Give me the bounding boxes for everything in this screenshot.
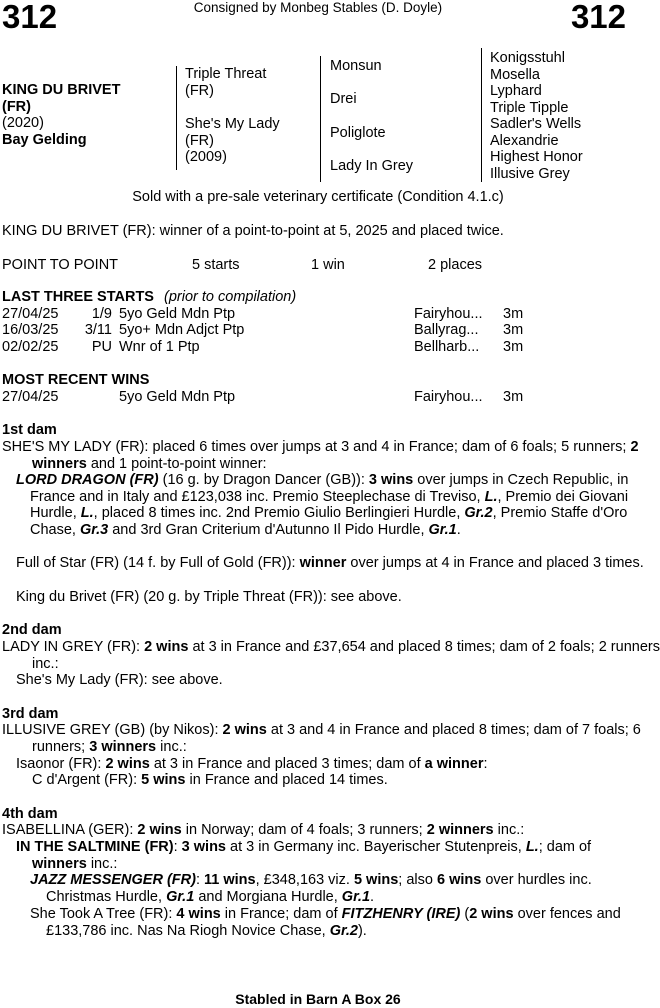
text-fragment: : [195, 872, 200, 888]
text-fragment: LADY IN GREY (FR): [2, 639, 141, 655]
start-row-dist: 3m [503, 306, 524, 322]
second-dam-heading: 2nd dam [2, 622, 62, 638]
text-fragment: , Premio dei Giovani Hurdle, [30, 488, 629, 521]
horse-description: Bay Gelding [2, 131, 87, 148]
gsire-2: Drei [330, 91, 357, 107]
ggsire-list [490, 50, 583, 182]
start-row-dist: 3m [503, 339, 524, 355]
win-row-date: 27/04/25 [2, 389, 59, 405]
dam-country: (FR) [185, 132, 214, 149]
fourth-dam-offspring-1 [16, 839, 644, 872]
text-fragment: , Premio Staffe d'Oro Chase, [30, 505, 628, 538]
text-fragment: She Took A Tree (FR): [30, 906, 173, 922]
text-fragment: FITZHENRY (IRE) [341, 906, 461, 922]
fourth-dam-grand-offspring-2 [30, 906, 644, 939]
text-fragment: ). [357, 922, 367, 939]
text-fragment: ; dam of [538, 839, 592, 855]
fourth-dam-heading: 4th dam [2, 806, 58, 822]
lot-number-right: 312 [570, 0, 626, 35]
start-row-pos: 3/11 [84, 322, 112, 338]
offspring-name: IN THE SALTMINE (FR) [16, 839, 174, 855]
sire-name: Triple Threat [185, 66, 267, 82]
ggsire-6: Alexandrie [490, 132, 559, 149]
last-three-subtitle: (prior to compilation) [164, 289, 297, 305]
win-row-race: 5yo Geld Mdn Ptp [119, 389, 236, 405]
second-dam-text [2, 639, 660, 672]
offspring-name: LORD DRAGON (FR) [16, 472, 159, 488]
start-row-course: Ballyrag... [414, 322, 479, 338]
horse-name: KING DU BRIVET [2, 82, 121, 98]
text-fragment: . [456, 521, 461, 538]
offspring-name: JAZZ MESSENGER (FR) [30, 872, 196, 888]
text-fragment: and Morgiana Hurdle, [198, 888, 338, 905]
sire-block [185, 66, 266, 99]
third-dam-heading: 3rd dam [2, 706, 59, 722]
gsire-4: Lady In Grey [330, 158, 414, 174]
start-row-date: 16/03/25 [2, 322, 59, 338]
text-fragment: Gr.1 [428, 521, 457, 538]
start-row-pos: PU [91, 339, 112, 355]
last-three-title: LAST THREE STARTS [2, 289, 154, 305]
text-fragment: a winner [424, 756, 484, 772]
text-fragment: Gr.2 [464, 505, 493, 521]
text-fragment: inc.: [90, 855, 118, 872]
win-row-dist: 3m [503, 389, 524, 405]
start-row-dist: 3m [503, 322, 524, 338]
ggsire-2: Mosella [490, 66, 540, 83]
text-fragment: inc.: [160, 738, 187, 755]
text-fragment: 5 wins [141, 772, 186, 788]
text-fragment: 2 winners [32, 439, 639, 472]
text-fragment: SHE'S MY LADY (FR): placed 6 times over jumps at 3 and 4 in France; dam of 6 foals; 5 runners; [2, 439, 627, 455]
pedigree-divider-2 [320, 56, 321, 182]
text-fragment: in Norway; dam of 4 foals; 3 runners; [185, 822, 423, 838]
text-fragment: Gr.1 [341, 888, 371, 905]
dam-year: (2009) [185, 149, 227, 165]
text-fragment: over fences and £133,786 inc. Nas Na Riogh Novice Chase, [46, 906, 621, 939]
text-fragment: over jumps at 4 in France and placed 3 times. [350, 555, 644, 571]
ggsire-5: Sadler's Wells [490, 116, 582, 132]
text-fragment: 4 wins [176, 906, 221, 922]
ggsire-3: Lyphard [490, 83, 542, 99]
text-fragment: 2 wins [469, 906, 514, 922]
sire-country: (FR) [185, 82, 214, 99]
text-fragment: : [173, 839, 178, 855]
consignor-line: Consigned by Monbeg Stables (D. Doyle) [193, 0, 443, 15]
text-fragment: L. [525, 839, 539, 855]
text-fragment: Full of Star (FR) (14 f. by Full of Gold (FR)): [16, 555, 296, 571]
ggsire-1: Konigsstuhl [490, 50, 565, 66]
start-row-race: 5yo+ Mdn Adjct Ptp [119, 322, 245, 338]
text-fragment: and 1 point-to-point winner: [90, 455, 267, 472]
horse-year: (2020) [2, 115, 44, 131]
text-fragment: over jumps in Czech Republic, in France and in Italy and £123,038 inc. Premio Steeplechase di Treviso, [30, 472, 629, 505]
text-fragment: and 3rd Gran Criterium d'Autunno Il Pido Hurdle, [112, 521, 425, 538]
horse-summary: KING DU BRIVET (FR): winner of a point-to-point at 5, 2025 and placed twice. [2, 223, 504, 239]
vet-certificate-note: Sold with a pre-sale veterinary certificate (Condition 4.1.c) [132, 189, 504, 205]
text-fragment: Isaonor (FR): [16, 756, 102, 772]
text-fragment: 2 wins [105, 756, 150, 772]
start-row-course: Fairyhou... [414, 306, 483, 322]
ptp-wins: 1 win [311, 257, 345, 273]
text-fragment: 2 winners [426, 822, 494, 838]
text-fragment: 2 wins [144, 639, 189, 655]
text-fragment: , placed 8 times inc. 2nd Premio Giulio Berlingieri Hurdle, [93, 505, 461, 521]
first-dam-offspring-2 [14, 555, 644, 572]
first-dam-heading: 1st dam [2, 422, 57, 438]
third-dam-offspring-1 [16, 756, 488, 773]
fourth-dam-text [2, 822, 524, 839]
ggsire-7: Highest Honor [490, 149, 583, 165]
text-fragment: at 3 in Germany inc. Bayerischer Stutenpreis, [230, 839, 522, 855]
ggsire-8: Illusive Grey [490, 165, 570, 182]
recent-wins-heading: MOST RECENT WINS [2, 372, 150, 388]
start-row-pos: 1/9 [91, 306, 112, 322]
gsire-1: Monsun [330, 58, 382, 74]
horse-country: (FR) [2, 98, 31, 115]
text-fragment: L. [484, 488, 498, 505]
text-fragment: at 3 and 4 in France and placed 8 times; dam of 7 foals; 6 runners; [32, 722, 641, 755]
text-fragment: over hurdles inc. Christmas Hurdle, [46, 872, 592, 905]
text-fragment: in France; dam of [224, 906, 338, 922]
text-fragment: , £348,163 viz. [255, 872, 350, 888]
pedigree-divider-1 [176, 66, 177, 170]
text-fragment: ISABELLINA (GER): [2, 822, 134, 838]
text-fragment: 11 wins [204, 872, 256, 888]
text-fragment: Gr.3 [79, 521, 109, 538]
text-fragment: : [483, 756, 488, 772]
last-three-heading [2, 289, 296, 306]
text-fragment: 3 wins [368, 472, 414, 488]
text-fragment: ( [464, 906, 470, 922]
text-fragment: L. [80, 505, 94, 521]
start-row-date: 02/02/25 [2, 339, 59, 355]
text-fragment: 3 wins [181, 839, 226, 855]
stabling-footer: Stabled in Barn A Box 26 [235, 991, 401, 1007]
ptp-label: POINT TO POINT [2, 257, 119, 273]
ptp-starts: 5 starts [192, 257, 240, 273]
text-fragment: . [370, 888, 375, 905]
text-fragment: (16 g. by Dragon Dancer (GB)): [162, 472, 365, 488]
third-dam-grand-offspring-1 [32, 772, 388, 789]
dam-block [185, 116, 280, 166]
text-fragment: in France and placed 14 times. [189, 772, 388, 788]
ggsire-4: Triple Tipple [490, 99, 569, 116]
text-fragment: winner [299, 555, 347, 571]
text-fragment: Gr.1 [166, 888, 195, 905]
lot-number-left: 312 [2, 0, 58, 35]
text-fragment: winners [32, 855, 87, 872]
dam-name: She's My Lady [185, 116, 280, 132]
text-fragment: ILLUSIVE GREY (GB) (by Nikos): [2, 722, 219, 738]
second-dam-offspring-1: She's My Lady (FR): see above. [16, 672, 223, 688]
text-fragment: Gr.2 [329, 922, 358, 939]
start-row-course: Bellharb... [414, 339, 480, 355]
start-row-race: Wnr of 1 Ptp [119, 339, 200, 355]
text-fragment: at 3 in France and £37,654 and placed 8 times; dam of 2 foals; 2 runners inc.: [32, 639, 660, 672]
third-dam-text [2, 722, 660, 755]
text-fragment: 3 winners [89, 738, 157, 755]
text-fragment: 2 wins [137, 822, 182, 838]
start-row-date: 27/04/25 [2, 306, 59, 322]
gsire-3: Poliglote [330, 125, 386, 141]
start-row-race: 5yo Geld Mdn Ptp [119, 306, 236, 322]
text-fragment: at 3 in France and placed 3 times; dam of [153, 756, 421, 772]
pedigree-divider-3 [481, 48, 482, 182]
text-fragment: inc.: [497, 822, 525, 838]
horse-identity [2, 82, 120, 148]
first-dam-offspring-1 [14, 472, 644, 538]
text-fragment: C d'Argent (FR): [32, 772, 138, 788]
first-dam-text [2, 439, 660, 472]
text-fragment: ; also [398, 872, 433, 888]
text-fragment: 5 wins [353, 872, 399, 888]
text-fragment: 2 wins [222, 722, 267, 738]
fourth-dam-grand-offspring-1 [30, 872, 644, 905]
first-dam-offspring-3: King du Brivet (FR) (20 g. by Triple Threat (FR)): see above. [16, 589, 402, 605]
ptp-places: 2 places [428, 257, 483, 273]
text-fragment: 6 wins [437, 872, 482, 888]
win-row-course: Fairyhou... [414, 389, 483, 405]
